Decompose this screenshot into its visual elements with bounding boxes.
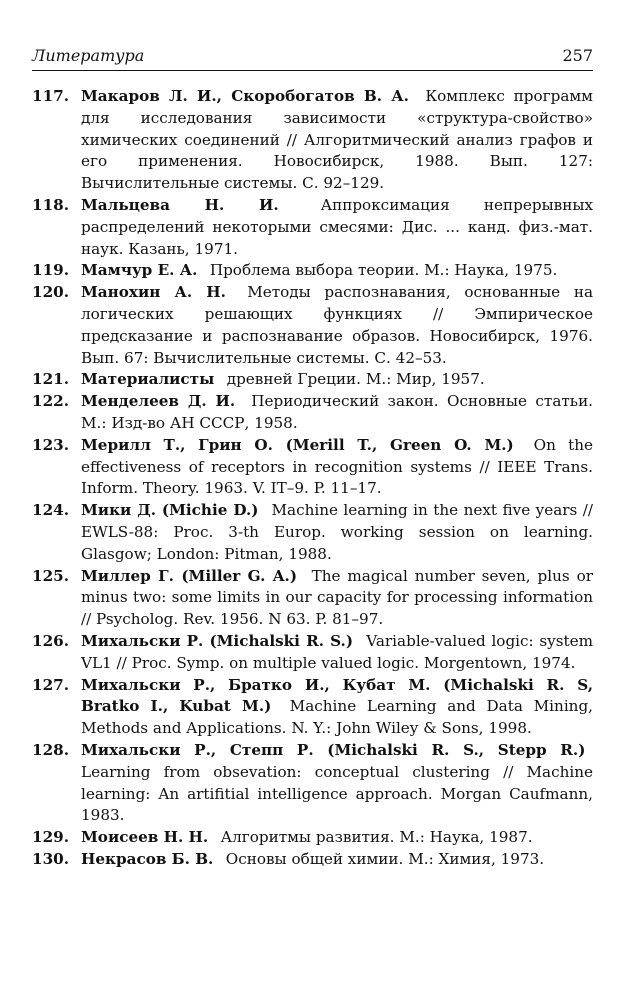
reference-item [32,675,593,740]
reference-number: 125. [32,566,69,585]
reference-authors: Мамчур Е. А. [81,261,198,280]
reference-item [32,195,593,260]
page-number: 257 [562,46,593,65]
reference-text: Алгоритмы развития. М.: Наука, 1987. [220,828,533,847]
reference-authors: Мерилл Т., Грин О. (Merill T., Green O. M.) [81,435,514,454]
reference-number: 118. [32,195,69,214]
reference-number: 128. [32,740,69,759]
reference-item [32,566,593,631]
reference-item [32,369,593,391]
reference-authors: Мики Д. (Michie D.) [81,501,259,520]
reference-number: 119. [32,261,69,280]
reference-text: Основы общей химии. М.: Химия, 1973. [225,849,545,868]
reference-number: 120. [32,283,69,302]
reference-item [32,435,593,500]
reference-item [32,260,593,282]
reference-item [32,740,593,827]
reference-text: Аппроксимация непрерывных распределений некоторыми смесями: Дис. ... канд. физ.-мат. наук. Казань, 1971. [81,195,594,258]
reference-number: 124. [32,501,69,520]
reference-item [32,391,593,435]
reference-item [32,282,593,369]
reference-item [32,849,593,871]
reference-text: Комплекс программ для исследования зависимости «структура-свойство» химических соединений // Алгоритмический анализ графов и его применения. Новосибирск, 1988. Вып. 127: Вычислительные системы. С. 92–129. [81,87,593,193]
chapter-title: Литература [32,46,145,65]
reference-authors: Михальски Р., Братко И., Кубат М. (Michalski R. S, Bratko I., Kubat M.) [81,675,593,716]
reference-number: 126. [32,631,69,650]
reference-authors: Некрасов Б. В. [81,849,214,868]
reference-number: 127. [32,675,69,694]
reference-authors: Макаров Л. И., Скоробогатов В. А. [81,87,409,105]
reference-item [32,500,593,565]
reference-authors: Михальски Р., Степп Р. (Michalski R. S., Stepp R.) [81,740,586,759]
reference-text: The magical number seven, plus or minus two: some limits in our capacity for processing information // Psycholog. Rev. 1956. N 63. P. 81–97. [81,566,593,629]
reference-authors: Манохин А. Н. [81,283,226,302]
reference-text: древней Греции. М.: Мир, 1957. [226,370,485,389]
reference-text: Периодический закон. Основные статьи. М.: Изд-во АН СССР, 1958. [81,392,594,432]
reference-text: Machine learning in the next five years // EWLS-88: Proc. 3-th Europ. working session on learning. Glasgow; London: Pitman, 1988. [81,501,593,563]
reference-authors: Менделеев Д. И. [81,392,236,411]
reference-number: 121. [32,370,69,389]
reference-item [32,827,593,849]
reference-text: Проблема выбора теории. М.: Наука, 1975. [209,261,558,280]
reference-number: 129. [32,828,69,847]
reference-number: 130. [32,849,69,868]
running-header [32,46,593,66]
reference-number: 123. [32,435,69,454]
header-rule [32,70,593,71]
reference-authors: Михальски Р. (Michalski R. S.) [81,631,354,650]
reference-authors: Материалисты [81,370,215,389]
reference-authors: Миллер Г. (Miller G. A.) [81,566,298,585]
reference-item [32,86,593,195]
reference-number: 117. [32,87,69,105]
reference-text: Machine Learning and Data Mining, Methods and Applications. N. Y.: John Wiley & Sons, 1998. [81,697,594,738]
reference-number: 122. [32,392,69,411]
reference-text: Learning from obsevation: conceptual clustering // Machine learning: An artifitial intelligence approach. Morgan Caufmann, 1983. [81,762,593,825]
reference-authors: Моисеев Н. Н. [81,828,209,847]
reference-item [32,631,593,675]
reference-text: Variable-valued logic: system VL1 // Proc. Symp. on multiple valued logic. Morgentown, 1974. [81,631,593,672]
reference-authors: Мальцева Н. И. [81,195,279,214]
reference-text: Методы распознавания, основанные на логических решающих функциях // Эмпирическое предсказание и распознавание образов. Новосибирск, 1976. Вып. 67: Вычислительные системы. С. 42–53. [81,283,594,367]
reference-list [32,86,593,871]
reference-text: On the effectiveness of receptors in recognition systems // IEEE Trans. Inform. Theory. 1963. V. IT–9. P. 11–17. [81,435,594,498]
